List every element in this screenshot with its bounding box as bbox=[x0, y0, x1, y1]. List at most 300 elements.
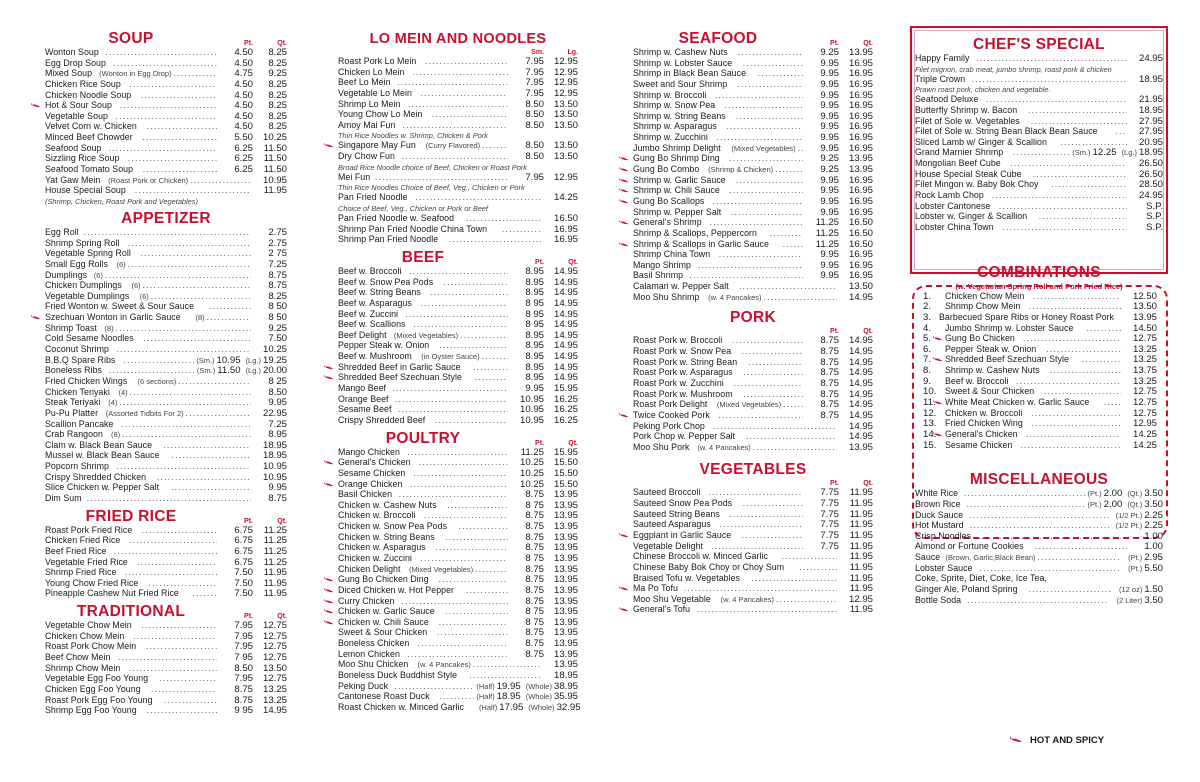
leader-dots bbox=[724, 101, 803, 112]
price-small: 7.50 bbox=[234, 588, 253, 600]
column-header-pt: Pt. bbox=[830, 480, 839, 488]
leader-dots bbox=[128, 239, 251, 250]
price-large: 13.50 bbox=[1132, 301, 1157, 313]
price-small: 9.25 bbox=[820, 153, 839, 165]
section-title: APPETIZER bbox=[121, 209, 211, 227]
price-large: 13.95 bbox=[848, 153, 873, 165]
leader-dots bbox=[133, 632, 217, 643]
leader-dots bbox=[445, 607, 508, 618]
price-small: 7.95 bbox=[234, 620, 253, 632]
price-large: 11.25 bbox=[263, 535, 287, 547]
item-name: House Special Soup bbox=[45, 185, 126, 197]
price-large: 14.25 bbox=[1132, 439, 1157, 451]
item-name: Pineapple Cashew Nut Fried Rice bbox=[45, 588, 179, 600]
price-large: 12.75 bbox=[262, 630, 287, 642]
leader-dots bbox=[405, 310, 508, 321]
price-large: 14.95 bbox=[848, 377, 873, 389]
item-name: Shrimp Pan Fried Noodle bbox=[338, 234, 439, 246]
price-small: 8.95 bbox=[525, 287, 544, 299]
column-header-pt: Sm. bbox=[531, 49, 544, 56]
price-small: 7.95 bbox=[234, 673, 253, 685]
price-small: 8 75 bbox=[525, 616, 544, 628]
leader-dots bbox=[402, 121, 508, 132]
item-name: Vegetable Lo Mein bbox=[338, 87, 412, 99]
size-label: (Half) bbox=[476, 681, 495, 691]
price-large: 13.95 bbox=[553, 574, 578, 586]
item-name: Vegetable Delight bbox=[633, 540, 703, 552]
price-large: 14.95 bbox=[848, 431, 873, 443]
size-label: (2 Liter) bbox=[1116, 595, 1143, 605]
item-note: (6) bbox=[131, 281, 141, 291]
price-large: 16.95 bbox=[848, 206, 873, 218]
item-name: Pan Fried Noodle bbox=[338, 192, 408, 204]
item-name: Pan Fried Noodle w. Seafood bbox=[338, 213, 455, 225]
price-small: 8 75 bbox=[525, 499, 544, 511]
item-name: Gung Bo Scallops bbox=[633, 195, 705, 207]
leader-dots bbox=[1028, 106, 1127, 117]
price-large: 14.95 bbox=[848, 356, 873, 368]
price-large: 2 75 bbox=[268, 248, 287, 260]
leader-dots bbox=[147, 122, 217, 133]
price-large: 13.95 bbox=[553, 499, 578, 511]
price-large: 11.95 bbox=[849, 519, 873, 531]
item-name: Beef w. Broccoli bbox=[945, 375, 1009, 387]
item-name: Shrimp Egg Foo Young bbox=[45, 705, 137, 717]
item-name: Singapore May Fun bbox=[338, 140, 416, 152]
price-large: 14.95 bbox=[848, 388, 873, 400]
price-large: 12.75 bbox=[262, 620, 287, 632]
leader-dots bbox=[729, 154, 803, 165]
price-large: 16.50 bbox=[848, 238, 873, 250]
price-large: 16.95 bbox=[848, 78, 873, 90]
price-large: 12.95 bbox=[553, 56, 578, 67]
leader-dots bbox=[113, 59, 217, 70]
item-name: Shrimp w. Cashew Nuts bbox=[945, 365, 1040, 377]
price-large: 22.95 bbox=[262, 407, 287, 419]
item-name: Young Chow Fried Rice bbox=[45, 577, 139, 589]
section-title: FRIED RICE bbox=[85, 507, 177, 525]
price-large: 13.95 bbox=[553, 659, 578, 671]
leader-dots bbox=[420, 299, 508, 310]
leader-dots bbox=[128, 154, 217, 165]
item-number: 5. bbox=[923, 333, 932, 345]
size-label: (Sm.) bbox=[1072, 148, 1091, 158]
price-small: 6.75 bbox=[234, 524, 253, 536]
price-large: 16.95 bbox=[848, 185, 873, 197]
chili-pepper-icon bbox=[933, 400, 944, 406]
item-note: (Curry Flavored) bbox=[425, 141, 481, 151]
section-title: CHEF'S SPECIAL bbox=[973, 36, 1105, 53]
price-large: 12.95 bbox=[553, 66, 578, 78]
price-small: 9.95 bbox=[820, 206, 839, 218]
item-note: (Wonton in Egg Drop) bbox=[99, 69, 172, 79]
price-small: 4.50 bbox=[234, 78, 253, 90]
price-small: 7.75 bbox=[820, 487, 839, 499]
item-name: Peking Duck bbox=[338, 680, 389, 692]
price-large: 12.95 bbox=[1132, 418, 1157, 430]
leader-dots bbox=[116, 324, 251, 335]
leader-dots bbox=[482, 141, 508, 152]
leader-dots bbox=[108, 144, 217, 155]
column-header-pt: Pt. bbox=[535, 439, 544, 447]
price-small: 7.50 bbox=[234, 577, 253, 589]
price-large: 24.95 bbox=[1138, 190, 1163, 202]
price-small: 7.75 bbox=[820, 498, 839, 510]
item-name: Chicken Lo Mein bbox=[338, 66, 405, 78]
leader-dots bbox=[105, 271, 251, 282]
item-name: Shredded Beef in Garlic Sauce bbox=[338, 361, 461, 373]
item-name: Chicken w. Snow Pea Pods bbox=[338, 521, 448, 533]
item-name: Shrimp Chow Mein bbox=[45, 662, 121, 674]
item-name: Almond or Fortune Cookies bbox=[915, 541, 1024, 553]
leader-dots bbox=[171, 483, 251, 494]
price-large: 24.95 bbox=[1138, 53, 1163, 64]
item-note: (w. 4 Pancakes) bbox=[720, 594, 774, 604]
menu-item bbox=[45, 589, 287, 600]
price-large: 13.95 bbox=[553, 552, 578, 564]
price-large: 13.95 bbox=[553, 606, 578, 618]
price-large: 15.95 bbox=[553, 446, 578, 458]
price-large: 2.75 bbox=[268, 226, 287, 238]
price-small: 9.95 bbox=[820, 249, 839, 261]
vegetables-header bbox=[633, 461, 873, 479]
item-name: Boneless Ribs bbox=[45, 365, 103, 377]
leader-dots bbox=[186, 409, 251, 420]
leader-dots bbox=[157, 473, 251, 484]
leader-dots bbox=[1031, 409, 1121, 420]
leader-dots bbox=[114, 547, 217, 558]
price-large: 11.95 bbox=[849, 561, 873, 573]
item-note: (8) bbox=[195, 313, 205, 323]
menu-item bbox=[915, 542, 1163, 553]
item-name: Fried Chicken Wings bbox=[45, 375, 128, 387]
leader-dots bbox=[746, 432, 837, 443]
item-name: Sweet & Sour Chicken bbox=[945, 386, 1035, 398]
price-large: 26.50 bbox=[1138, 168, 1163, 180]
price-small: 8.95 bbox=[525, 361, 544, 373]
item-number: 15. bbox=[923, 439, 937, 451]
price-large: 18.95 bbox=[262, 450, 287, 462]
price-small: 9.95 bbox=[820, 195, 839, 207]
menu-item bbox=[338, 701, 581, 714]
leader-dots bbox=[410, 480, 508, 491]
price-large: 16.50 bbox=[848, 217, 873, 229]
price-large: 14.95 bbox=[553, 287, 578, 299]
item-name: Gung Bo Chicken bbox=[945, 333, 1015, 345]
price-large: 16.95 bbox=[553, 223, 578, 235]
item-note: (Assorted Tidbits For 2) bbox=[105, 408, 184, 418]
section-title: VEGETABLES bbox=[699, 461, 807, 479]
leader-dots bbox=[1082, 355, 1121, 366]
price-large: 11.95 bbox=[849, 529, 873, 541]
leader-dots bbox=[120, 101, 217, 112]
price-large: 8.25 bbox=[268, 110, 287, 122]
menu-item bbox=[338, 416, 578, 427]
item-note: (8) bbox=[111, 430, 121, 440]
item-description: Thin Rice Noodles w. Shrimp, Chicken & Pork bbox=[338, 131, 488, 141]
price-large: 14.95 bbox=[553, 308, 578, 320]
price-small: 8.75 bbox=[525, 574, 544, 586]
leader-dots bbox=[798, 144, 803, 155]
price-small: 6.25 bbox=[234, 153, 253, 165]
leader-dots bbox=[466, 586, 508, 597]
leader-dots bbox=[392, 384, 508, 395]
price-large: 10.95 bbox=[262, 471, 287, 483]
item-note: (6) bbox=[93, 270, 103, 280]
leader-dots bbox=[770, 229, 803, 240]
item-name: Pepper Steak w. Onion bbox=[945, 343, 1037, 355]
price-small: 8.50 bbox=[525, 119, 544, 131]
price-large: 15.50 bbox=[553, 478, 578, 490]
price-small: 8.75 bbox=[525, 627, 544, 639]
item-name: Rock Lamb Chop bbox=[915, 190, 984, 202]
price-large: 16.95 bbox=[848, 68, 873, 80]
item-name: Vegetable Soup bbox=[45, 110, 108, 122]
size-label: (Qt.) bbox=[1127, 499, 1143, 509]
item-name: Pork Chop w. Pepper Salt bbox=[633, 431, 736, 443]
price-large: 1.00 bbox=[1144, 530, 1163, 542]
item-name: Diced Chicken w. Hot Pepper bbox=[338, 584, 455, 596]
item-name: Chicken Egg Foo Young bbox=[45, 683, 141, 695]
leader-dots bbox=[420, 89, 508, 100]
item-number: 6. bbox=[923, 343, 932, 355]
size-label: (Lg.) bbox=[245, 366, 261, 376]
item-name: Roast Pork Chow Mein bbox=[45, 641, 137, 653]
leader-dots bbox=[1116, 127, 1128, 138]
item-name: Lobster Sauce bbox=[915, 562, 973, 574]
price-small: 7.75 bbox=[820, 508, 839, 520]
price-large: 10.95 bbox=[262, 461, 287, 473]
price-small: 10.25 bbox=[519, 467, 544, 479]
column-header-pt: Pt. bbox=[535, 258, 544, 266]
price-large: 16.95 bbox=[848, 132, 873, 144]
leader-dots bbox=[143, 281, 251, 292]
price-large: 13.95 bbox=[848, 441, 873, 453]
legend bbox=[1010, 735, 1104, 746]
price-large: 13.95 bbox=[553, 531, 578, 543]
leader-dots bbox=[799, 563, 837, 574]
column-header-qt: Qt. bbox=[568, 439, 578, 447]
leader-dots bbox=[419, 458, 508, 469]
leader-dots bbox=[439, 618, 508, 629]
price-large: 13.95 bbox=[553, 489, 578, 501]
price-small: 10.95 bbox=[519, 393, 544, 405]
item-name: Shrimp China Town bbox=[633, 249, 711, 261]
price-large: 14.95 bbox=[848, 335, 873, 347]
chili-pepper-icon bbox=[619, 188, 630, 194]
leader-dots bbox=[445, 533, 508, 544]
item-name: Shrimp Spring Roll bbox=[45, 237, 120, 249]
price-large: 11.50 bbox=[263, 153, 287, 165]
price-large: 11.95 bbox=[849, 604, 873, 616]
leader-dots bbox=[124, 356, 195, 367]
price-large: 28.50 bbox=[1138, 179, 1163, 191]
leader-dots bbox=[118, 653, 217, 664]
leader-dots bbox=[473, 660, 542, 671]
item-name: Hot Mustard bbox=[915, 520, 964, 532]
soup-header bbox=[45, 30, 287, 48]
column-header-qt: Qt. bbox=[277, 517, 287, 525]
price-large: 2.25 bbox=[1144, 509, 1163, 521]
price-small: 9.95 bbox=[820, 68, 839, 80]
item-name: Ginger Ale, Poland Spring bbox=[915, 583, 1018, 595]
price-large: 8.75 bbox=[268, 492, 287, 504]
column-header-pt: Pt. bbox=[830, 40, 839, 47]
leader-dots bbox=[119, 398, 251, 409]
column-header-qt: Qt. bbox=[568, 258, 578, 266]
leader-dots bbox=[1039, 212, 1127, 223]
item-name: General's Chicken bbox=[338, 457, 411, 469]
price-large: 14.95 bbox=[553, 340, 578, 352]
leader-dots bbox=[782, 552, 837, 563]
leader-dots bbox=[1003, 223, 1127, 234]
price-large: 21.95 bbox=[1138, 94, 1163, 106]
leader-dots bbox=[1087, 324, 1121, 335]
price-large: 13.25 bbox=[262, 683, 287, 695]
price-large: 16.25 bbox=[553, 404, 578, 416]
item-description: Filet mignon, crab meat, jumbo shrimp, roast pork & chicken bbox=[915, 64, 1112, 74]
item-name: Crisp Noodles bbox=[915, 530, 972, 542]
leader-dots bbox=[1029, 585, 1112, 596]
menu-item bbox=[338, 173, 578, 184]
price-small: 7.95 bbox=[525, 56, 544, 67]
price-large: S.P. bbox=[1146, 221, 1163, 233]
size-label: (Whole) bbox=[528, 702, 555, 712]
price-small: 9.95 bbox=[820, 142, 839, 154]
price-large: 16.95 bbox=[848, 100, 873, 112]
combo-header bbox=[915, 264, 1163, 282]
leader-dots bbox=[1020, 441, 1121, 452]
item-name: Crispy Shredded Chicken bbox=[45, 471, 147, 483]
leader-dots bbox=[151, 685, 217, 696]
price-small: 8.75 bbox=[525, 638, 544, 650]
item-name: Roast Pork Delight bbox=[633, 399, 708, 411]
price-large: 11.95 bbox=[263, 588, 287, 600]
column-header-qt: Qt. bbox=[277, 40, 287, 47]
leader-dots bbox=[407, 650, 508, 661]
price-large: 13.25 bbox=[262, 694, 287, 706]
item-number: 8. bbox=[923, 365, 932, 377]
item-name: Beef w. Zuccini bbox=[338, 308, 399, 320]
item-name: Ma Po Tofu bbox=[633, 583, 678, 595]
price-small: 8.75 bbox=[820, 367, 839, 379]
leader-dots bbox=[1104, 398, 1121, 409]
leader-dots bbox=[125, 568, 217, 579]
item-name: Grand Marnier Shrimp bbox=[915, 147, 1004, 159]
item-name: Lemon Chicken bbox=[338, 648, 400, 660]
item-note: (Shrimp & Chicken) bbox=[708, 165, 774, 175]
price-large: 13.50 bbox=[553, 140, 578, 152]
item-name: Slice Chicken w. Pepper Salt bbox=[45, 482, 160, 494]
chili-pepper-icon bbox=[619, 220, 630, 226]
item-name: Beef Fried Rice bbox=[45, 545, 107, 557]
item-name: Duck Sauce bbox=[915, 509, 964, 521]
item-name: Lobster Cantonese bbox=[915, 200, 991, 212]
price-large: 8.50 bbox=[268, 386, 287, 398]
item-name: Szechuan Wonton in Garlic Sauce bbox=[45, 312, 181, 324]
leader-dots bbox=[447, 501, 508, 512]
price-large: 12.75 bbox=[262, 641, 287, 653]
item-name: Happy Family bbox=[915, 53, 970, 64]
price-large: 10.95 bbox=[262, 174, 287, 186]
item-name: Sauteed Asparagus bbox=[633, 519, 711, 531]
leader-dots bbox=[209, 302, 251, 313]
section-title: COMBINATIONS bbox=[977, 263, 1101, 281]
item-name: Mongolian Beef Cube bbox=[915, 158, 1001, 170]
menu-item bbox=[45, 494, 287, 505]
item-name: Mixed Soup bbox=[45, 68, 93, 80]
leader-dots bbox=[1050, 366, 1121, 377]
price-large: 12.95 bbox=[553, 77, 578, 89]
leader-dots bbox=[129, 536, 217, 547]
price-large: 14.95 bbox=[553, 361, 578, 373]
chili-pepper-icon bbox=[619, 199, 630, 205]
price-small: 17.95 bbox=[499, 701, 524, 713]
price-small: 7.95 bbox=[525, 171, 544, 183]
price-small: 18.95 bbox=[496, 691, 521, 703]
leader-dots bbox=[142, 526, 217, 537]
item-name: Popcorn Shrimp bbox=[45, 461, 109, 473]
price-small: 7 95 bbox=[234, 652, 253, 664]
price-large: 16.95 bbox=[848, 110, 873, 122]
price-large: 14.95 bbox=[848, 367, 873, 379]
leader-dots bbox=[775, 165, 803, 176]
price-large: 2.75 bbox=[268, 237, 287, 249]
item-name: Roast Pork w. Asparagus bbox=[633, 367, 733, 379]
item-name: Chinese Broccoli w. Minced Garlic bbox=[633, 551, 768, 563]
item-description: (Shrimp, Chicken, Roast Pork and Vegetables) bbox=[45, 196, 198, 206]
leader-dots bbox=[758, 69, 803, 80]
leader-dots bbox=[729, 510, 803, 521]
column-header-qt: Qt. bbox=[863, 40, 873, 47]
price-small: 2.00 bbox=[1103, 488, 1123, 500]
item-name: Sliced Lamb w/ Ginger & Scallion bbox=[915, 136, 1047, 148]
leader-dots bbox=[743, 368, 803, 379]
item-name: Chicken Rice Soup bbox=[45, 78, 121, 90]
leader-dots bbox=[734, 379, 803, 390]
item-name: Sesame Chicken bbox=[945, 439, 1013, 451]
size-label: (Sm.) bbox=[196, 355, 215, 365]
item-name: Moo Shu Vegetable bbox=[633, 593, 711, 605]
item-name: Fried Wonton w. Sweet & Sour Sauce bbox=[45, 301, 195, 313]
item-name: Jumbo Shrimp w. Lobster Sauce bbox=[945, 322, 1074, 334]
price-small: 8.50 bbox=[525, 109, 544, 121]
price-large: 8.75 bbox=[268, 280, 287, 292]
item-name: Shrimp in Black Bean Sauce bbox=[633, 68, 747, 80]
leader-dots bbox=[130, 388, 251, 399]
item-name: Sauteed Snow Pea Pods bbox=[633, 498, 733, 510]
price-small: 9.95 bbox=[820, 270, 839, 282]
item-note: (Mixed Vegetables) bbox=[393, 330, 459, 340]
menu-item bbox=[633, 293, 873, 304]
price-small: 2.00 bbox=[1103, 498, 1123, 510]
item-name: Shredded Beef Szechuan Style bbox=[338, 372, 462, 384]
item-name: Shrimp Fried Rice bbox=[45, 567, 117, 579]
item-name: Scallion Pancake bbox=[45, 418, 114, 430]
price-small: 4.50 bbox=[234, 110, 253, 122]
leader-dots bbox=[437, 628, 508, 639]
leader-dots bbox=[737, 80, 803, 91]
leader-dots bbox=[418, 639, 508, 650]
item-name: Roast Pork Lo Mein bbox=[338, 56, 417, 67]
item-number: 14. bbox=[923, 428, 937, 440]
leader-dots bbox=[207, 313, 251, 324]
price-small: 9.95 bbox=[820, 57, 839, 69]
menu-item bbox=[923, 441, 1157, 452]
price-small: 9.95 bbox=[820, 132, 839, 144]
leader-dots bbox=[443, 278, 508, 289]
chili-pepper-icon bbox=[324, 143, 335, 149]
